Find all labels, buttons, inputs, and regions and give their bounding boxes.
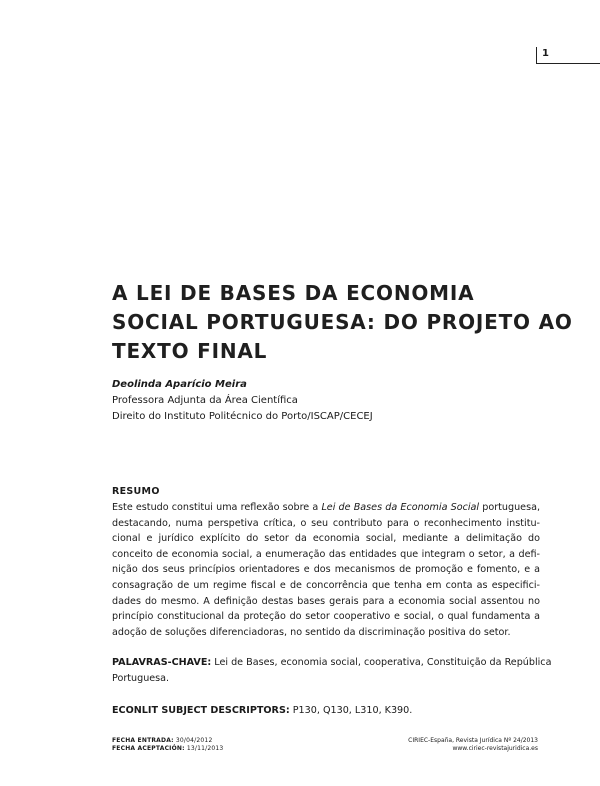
footer-dates	[112, 737, 223, 753]
author-name: Deolinda Aparício Meira	[112, 379, 247, 390]
author-affiliation: Direito do Instituto Politécnico do Porto/ISCAP/CECEJ	[112, 411, 373, 422]
abstract-line: princípio constitucional da proteção do setor cooperativo e social, o qual fundamenta a	[112, 611, 540, 623]
abstract-line: cional e jurídico explícito do setor da economia social, mediante a delimitação do	[112, 533, 540, 545]
page-number: 1	[536, 47, 600, 64]
author-block	[112, 377, 373, 425]
abstract-body	[112, 500, 540, 640]
title-line: A LEI DE BASES DA ECONOMIA	[112, 281, 475, 305]
keywords-label: PALAVRAS-CHAVE:	[112, 657, 212, 668]
author-affiliation: Professora Adjunta da Área Científica	[112, 395, 298, 406]
abstract-line: nição dos seus princípios orientadores e dos mecanismos de promoção e fomento, e a	[112, 564, 540, 576]
econlit-descriptors	[112, 703, 412, 718]
received-label: FECHA ENTRADA:	[112, 737, 174, 744]
keywords-line: Portuguesa.	[112, 672, 170, 684]
abstract-heading: RESUMO	[112, 486, 160, 497]
abstract-line: adoção de soluções diferenciadoras, no sentido da discriminação positiva do setor.	[112, 626, 511, 638]
keywords	[112, 655, 552, 686]
received-value: 30/04/2012	[173, 737, 213, 744]
received-date	[112, 737, 223, 745]
econlit-codes: P130, Q130, L310, K390.	[289, 705, 413, 716]
abstract-text: Este estudo constitui uma reflexão sobre a	[112, 502, 322, 513]
abstract-line: dades do mesmo. A definição destas bases gerais para a economia social assentou no	[112, 595, 540, 607]
journal-name: CIRIEC-España, Revista Jurídica Nº 24/2013	[408, 737, 538, 744]
article-title	[112, 279, 573, 366]
abstract-line	[112, 500, 540, 516]
title-line: TEXTO FINAL	[112, 339, 268, 363]
accepted-label: FECHA ACEPTACIÓN:	[112, 745, 185, 752]
footer-journal	[408, 737, 538, 753]
accepted-value: 13/11/2013	[184, 745, 224, 752]
abstract-line: conceito de economia social, a enumeração das entidades que integram o setor, a defi-	[112, 548, 540, 560]
econlit-label: ECONLIT SUBJECT DESCRIPTORS:	[112, 705, 290, 716]
title-line: SOCIAL PORTUGUESA: DO PROJETO AO	[112, 310, 573, 334]
abstract-line: destacando, numa perspetiva crítica, o seu contributo para o reconhecimento institu-	[112, 517, 540, 529]
law-title-italic: Lei de Bases da Economia Social	[321, 502, 480, 513]
abstract-line: consagração de um regime fiscal e de concorrência que tenha em conta as especifici-	[112, 579, 540, 591]
accepted-date	[112, 745, 223, 753]
keywords-line	[112, 655, 552, 671]
journal-website: www.ciriec-revistajuridica.es	[452, 745, 538, 752]
keywords-text: Lei de Bases, economia social, cooperativa, Constituição da República	[211, 657, 552, 668]
abstract-text: portuguesa,	[479, 502, 541, 513]
